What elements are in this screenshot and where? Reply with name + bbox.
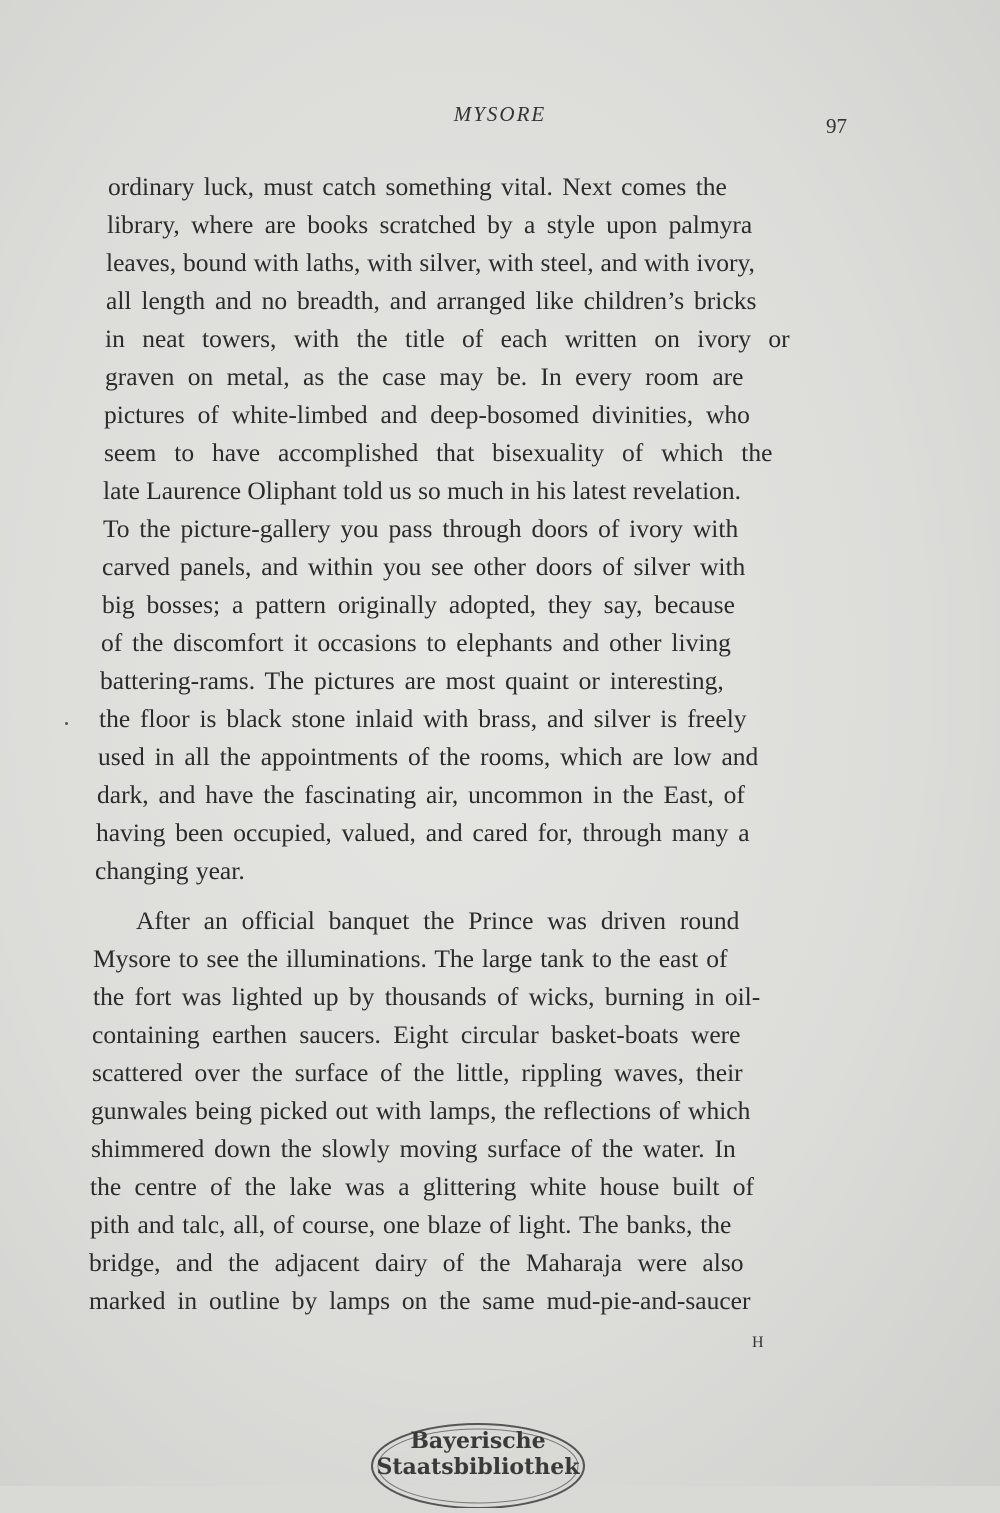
text-line: dark, and have the fascinating air, uncommon in the East, of xyxy=(97,780,745,809)
text-line: To the picture-gallery you pass through doors of ivory with xyxy=(103,514,739,543)
margin-mark xyxy=(65,722,68,725)
page-number: 97 xyxy=(826,114,847,138)
text-line: gunwales being picked out with lamps, the reflections of which xyxy=(91,1096,751,1125)
text-line: After an official banquet the Prince was driven round xyxy=(136,906,740,935)
text-line: Mysore to see the illuminations. The large tank to the east of xyxy=(93,944,728,973)
text-line: the floor is black stone inlaid with brass, and silver is freely xyxy=(99,704,747,733)
text-line: graven on metal, as the case may be. In every room are xyxy=(105,362,744,391)
library-stamp xyxy=(368,1418,588,1508)
running-head: MYSORE xyxy=(453,102,547,126)
text-line: ordinary luck, must catch something vital. Next comes the xyxy=(108,172,727,201)
text-line: the centre of the lake was a glittering white house built of xyxy=(90,1172,755,1201)
text-line: library, where are books scratched by a style upon palmyra xyxy=(107,210,753,239)
text-line: pictures of white-limbed and deep-bosomed divinities, who xyxy=(104,400,750,429)
text-line: in neat towers, with the title of each written on ivory or xyxy=(105,324,790,353)
text-line: changing year. xyxy=(95,856,245,885)
text-line: leaves, bound with laths, with silver, with steel, and with ivory, xyxy=(106,248,755,277)
text-line: big bosses; a pattern originally adopted, they say, because xyxy=(102,590,735,619)
text-line: seem to have accomplished that bisexuality of which the xyxy=(104,438,773,467)
text-line: used in all the appointments of the rooms, which are low and xyxy=(98,742,759,771)
text-line: all length and no breadth, and arranged like children’s bricks xyxy=(106,286,757,315)
text-line: carved panels, and within you see other doors of silver with xyxy=(102,552,746,581)
text-line: bridge, and the adjacent dairy of the Maharaja were also xyxy=(89,1248,744,1277)
text-line: pith and talc, all, of course, one blaze of light. The banks, the xyxy=(90,1210,732,1239)
text-line: shimmered down the slowly moving surface of the water. In xyxy=(91,1134,736,1163)
text-line: scattered over the surface of the little, rippling waves, their xyxy=(92,1058,743,1087)
signature-mark: H xyxy=(752,1334,764,1351)
text-line: marked in outline by lamps on the same mud-pie-and-saucer xyxy=(89,1286,751,1315)
text-line: the fort was lighted up by thousands of wicks, burning in oil- xyxy=(93,982,761,1011)
text-line: of the discomfort it occasions to elephants and other living xyxy=(101,628,731,657)
stamp-text: Bayerische Staatsbibliothek xyxy=(376,1428,580,1480)
text-line: late Laurence Oliphant told us so much in his latest revelation. xyxy=(103,476,742,505)
text-line: battering-rams. The pictures are most quaint or interesting, xyxy=(100,666,724,695)
text-line: having been occupied, valued, and cared for, through many a xyxy=(96,818,750,847)
text-line: containing earthen saucers. Eight circular basket-boats were xyxy=(92,1020,741,1049)
